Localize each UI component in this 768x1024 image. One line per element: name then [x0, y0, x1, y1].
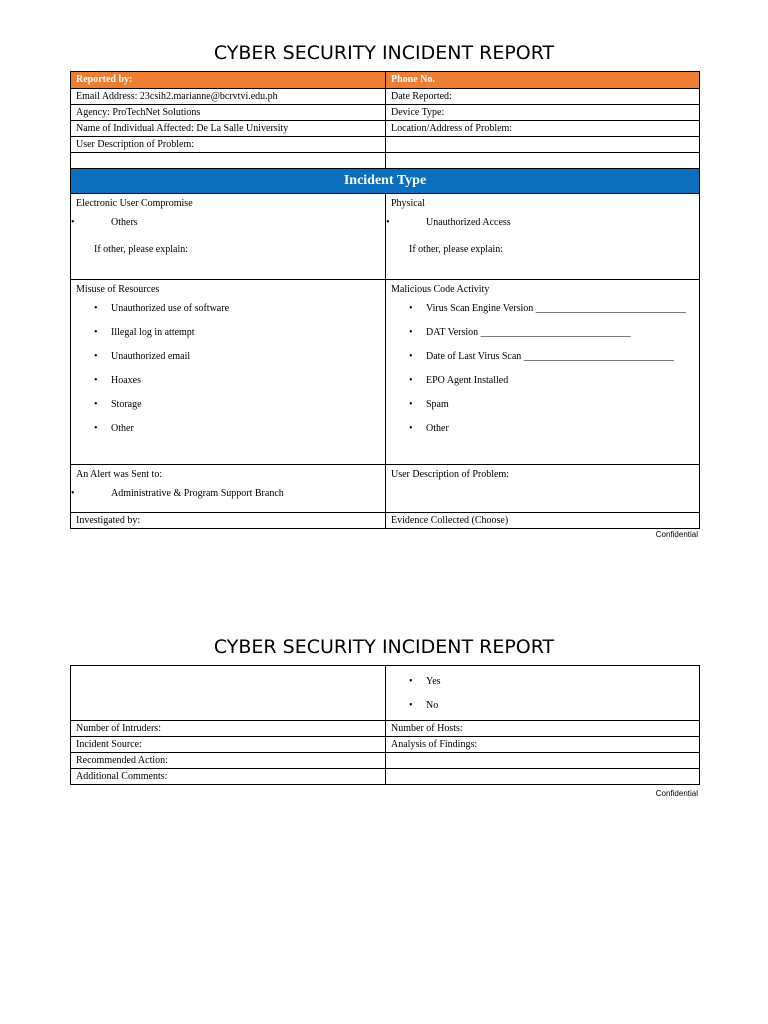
user-description-2-label: User Description of Problem:: [391, 469, 510, 480]
page-title: CYBER SECURITY INCIDENT REPORT: [213, 636, 555, 658]
list-item[interactable]: • Unauthorized email: [76, 345, 380, 369]
evidence-yes-option[interactable]: • Yes: [391, 670, 694, 694]
malicious-code-heading: Malicious Code Activity: [391, 284, 490, 295]
additional-comments-field[interactable]: Additional Comments:: [71, 769, 386, 785]
list-item[interactable]: • Spam: [391, 393, 694, 417]
list-item[interactable]: • Other: [391, 417, 694, 441]
table-row: [71, 121, 700, 137]
number-of-intruders-field[interactable]: Number of Intruders:: [71, 721, 386, 737]
recommended-action-field[interactable]: Recommended Action:: [71, 753, 386, 769]
empty-cell: [386, 753, 700, 769]
user-description-field[interactable]: User Description of Problem:: [71, 137, 386, 153]
list-item[interactable]: • Hoaxes: [76, 369, 380, 393]
table-row: [71, 753, 700, 769]
incident-type-title: Incident Type: [71, 169, 700, 194]
table-row: [71, 89, 700, 105]
electronic-compromise-cell: [71, 194, 386, 280]
unauthorized-access-option[interactable]: • Unauthorized Access: [386, 211, 694, 235]
location-address-field[interactable]: Location/Address of Problem:: [386, 121, 700, 137]
list-item[interactable]: • Storage: [76, 393, 380, 417]
table-row: [71, 465, 700, 513]
physical-heading: Physical: [391, 198, 425, 209]
electronic-compromise-heading: Electronic User Compromise: [76, 198, 193, 209]
individual-affected-field[interactable]: Name of Individual Affected: De La Salle University: [71, 121, 386, 137]
reporter-header-row: [71, 72, 700, 89]
list-item[interactable]: • Illegal log in attempt: [76, 321, 380, 345]
alert-recipient-option[interactable]: • Administrative & Program Support Branch: [71, 482, 380, 506]
incident-report-form-page-1: [70, 71, 700, 529]
list-item[interactable]: • Virus Scan Engine Version ______________________________: [391, 297, 694, 321]
electronic-others-option[interactable]: • Others: [71, 211, 380, 235]
empty-cell: [71, 666, 386, 721]
misuse-heading: Misuse of Resources: [76, 284, 160, 295]
table-row: [71, 721, 700, 737]
table-row: [71, 666, 700, 721]
number-of-hosts-field[interactable]: Number of Hosts:: [386, 721, 700, 737]
evidence-no-option[interactable]: • No: [391, 694, 694, 718]
list-item[interactable]: • Other: [76, 417, 380, 441]
list-item[interactable]: • Unauthorized use of software: [76, 297, 380, 321]
reported-by-label: Reported by:: [71, 72, 386, 89]
confidential-label: Confidential: [655, 789, 698, 798]
user-description-2-field[interactable]: [386, 465, 700, 513]
alert-sent-heading: An Alert was Sent to:: [76, 469, 163, 480]
malicious-code-cell: [386, 280, 700, 465]
analysis-of-findings-field[interactable]: Analysis of Findings:: [386, 737, 700, 753]
agency-field[interactable]: Agency: ProTechNet Solutions: [71, 105, 386, 121]
investigated-by-field[interactable]: Investigated by:: [71, 513, 386, 529]
table-row: [71, 153, 700, 169]
empty-cell: [386, 769, 700, 785]
list-item[interactable]: • EPO Agent Installed: [391, 369, 694, 393]
incident-type-header-row: [71, 169, 700, 194]
electronic-explain-field[interactable]: If other, please explain:: [94, 244, 189, 255]
table-row: [71, 513, 700, 529]
email-address-field[interactable]: Email Address: 23csih2.marianne@bcrvtvi.edu.ph: [71, 89, 386, 105]
incident-source-field[interactable]: Incident Source:: [71, 737, 386, 753]
table-row: [71, 769, 700, 785]
list-item[interactable]: • DAT Version ______________________________: [391, 321, 694, 345]
empty-cell: [386, 137, 700, 153]
empty-cell: [71, 153, 386, 169]
list-item[interactable]: • Date of Last Virus Scan ______________________________: [391, 345, 694, 369]
phone-number-label: Phone No.: [386, 72, 700, 89]
table-row: [71, 194, 700, 280]
evidence-collected-field[interactable]: Evidence Collected (Choose): [386, 513, 700, 529]
table-row: [71, 105, 700, 121]
evidence-options-cell: [386, 666, 700, 721]
table-row: [71, 137, 700, 153]
table-row: [71, 280, 700, 465]
device-type-field[interactable]: Device Type:: [386, 105, 700, 121]
page-title: CYBER SECURITY INCIDENT REPORT: [213, 42, 555, 64]
empty-cell: [386, 153, 700, 169]
physical-explain-field[interactable]: If other, please explain:: [409, 244, 504, 255]
misuse-of-resources-cell: [71, 280, 386, 465]
date-reported-field[interactable]: Date Reported:: [386, 89, 700, 105]
alert-sent-cell: [71, 465, 386, 513]
incident-report-form-page-2: [70, 665, 700, 785]
table-row: [71, 737, 700, 753]
physical-cell: [386, 194, 700, 280]
confidential-label: Confidential: [655, 530, 698, 539]
